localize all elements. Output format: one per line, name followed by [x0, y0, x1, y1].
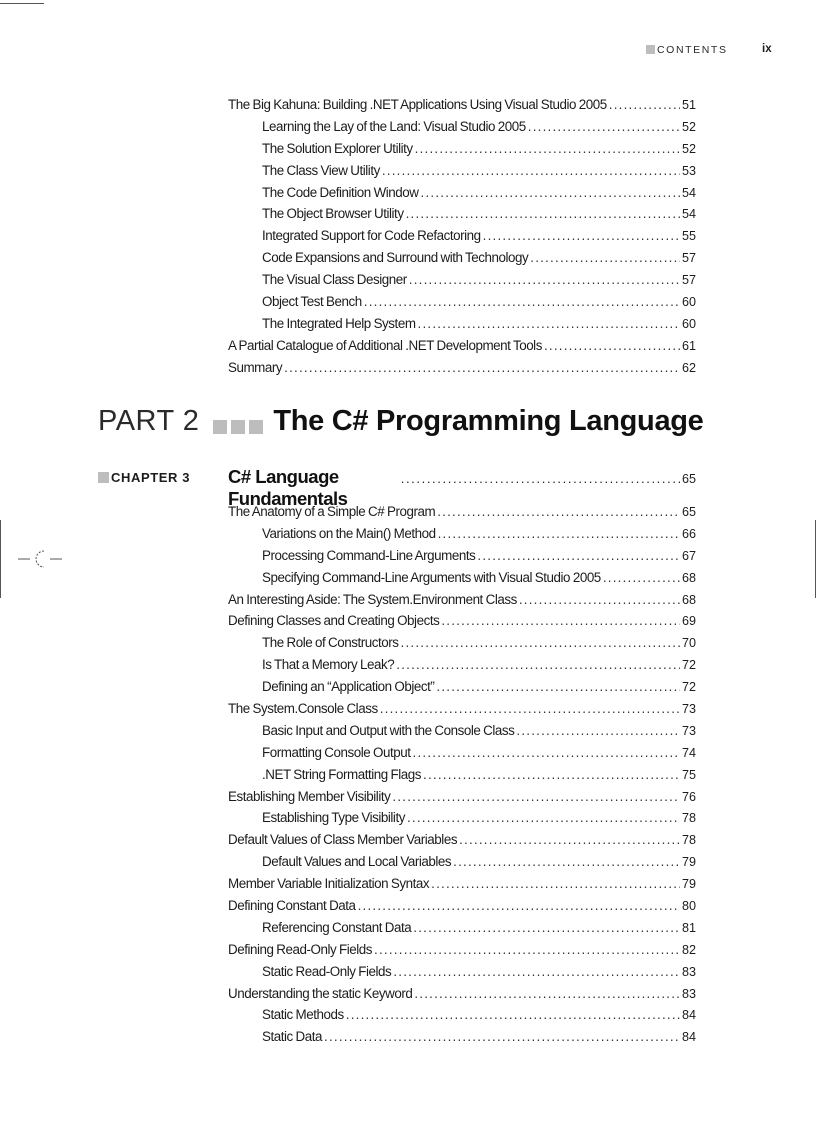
toc-entry-page: 78: [681, 811, 696, 826]
toc-entry-title: Member Variable Initialization Syntax: [228, 876, 430, 892]
toc-entry: [228, 570, 696, 592]
toc-entry: [228, 986, 696, 1008]
toc-entry-title: The Integrated Help System: [262, 315, 416, 331]
toc-entry-page: 54: [681, 207, 696, 222]
toc-entry-title: Defining Read-Only Fields: [228, 941, 373, 957]
toc-entry-title: Object Test Bench: [262, 294, 362, 310]
dot-leader: [407, 810, 680, 825]
dot-leader: [374, 942, 680, 957]
toc-entry-page: 73: [681, 702, 696, 717]
dot-leader: [459, 832, 680, 847]
toc-entry-title: An Interesting Aside: The System.Environment Class: [228, 591, 517, 607]
toc-entry-page: 78: [681, 833, 696, 848]
toc-entry: [228, 272, 696, 294]
toc-entry-page: 53: [681, 163, 696, 178]
dot-leader: [438, 526, 680, 541]
dot-leader: [413, 745, 680, 760]
toc-entry: [228, 228, 696, 250]
part-title: The C# Programming Language: [273, 405, 704, 437]
toc-entry: [228, 1029, 696, 1051]
chapter-title: C# Language Fundamentals: [228, 466, 348, 509]
toc-entry-page: 79: [681, 855, 696, 870]
toc-entry-title: Defining Classes and Creating Objects: [228, 613, 440, 629]
toc-entry-title: The Object Browser Utility: [262, 206, 404, 222]
toc-entry: [228, 832, 696, 854]
toc-entry-page: 76: [681, 789, 696, 804]
dot-leader: [609, 97, 680, 112]
toc-entry-page: 79: [681, 877, 696, 892]
chapter-label-text: CHAPTER 3: [111, 470, 191, 485]
toc-entry-page: 67: [681, 548, 696, 563]
part-label: PART 2: [98, 405, 200, 437]
dot-leader: [516, 723, 680, 738]
toc-entry-title: Is That a Memory Leak?: [262, 657, 395, 673]
toc-entry: [228, 206, 696, 228]
toc-section-top: [228, 97, 696, 382]
dot-leader: [544, 338, 680, 353]
toc-entry-title: The Visual Class Designer: [262, 272, 407, 288]
registration-mark-icon: [18, 548, 64, 570]
toc-entry-title: Defining Constant Data: [228, 898, 356, 914]
dot-leader: [418, 316, 680, 331]
dot-leader: [528, 119, 680, 134]
toc-entry-title: Specifying Command-Line Arguments with Visual Studio 2005: [262, 569, 601, 585]
toc-entry-page: 75: [681, 767, 696, 782]
toc-entry-page: 83: [681, 964, 696, 979]
dot-leader: [436, 679, 680, 694]
part-heading: [98, 405, 704, 449]
toc-entry-page: 57: [681, 273, 696, 288]
dot-leader: [401, 471, 680, 486]
dot-leader: [380, 701, 680, 716]
chapter-page-number: 65: [681, 472, 696, 486]
toc-entry-page: 82: [681, 942, 696, 957]
toc-entry-page: 69: [681, 614, 696, 629]
toc-entry-page: 84: [681, 1008, 696, 1023]
dot-leader: [392, 789, 680, 804]
part-squares-icon: [213, 420, 263, 434]
toc-entry-page: 52: [681, 141, 696, 156]
square-bullet-icon: [98, 472, 109, 483]
toc-entry: [228, 338, 696, 360]
toc-entry-title: Default Values of Class Member Variables: [228, 832, 458, 848]
toc-entry-title: The Role of Constructors: [262, 635, 399, 651]
toc-entry-title: The System.Console Class: [228, 701, 378, 717]
dot-leader: [401, 635, 680, 650]
toc-entry-page: 60: [681, 316, 696, 331]
toc-entry-title: Understanding the static Keyword: [228, 985, 413, 1001]
toc-entry-title: Formatting Console Output: [262, 744, 411, 760]
toc-entry-title: Summary: [228, 359, 283, 375]
dot-leader: [415, 141, 680, 156]
dot-leader: [324, 1029, 680, 1044]
toc-entry-title: Establishing Member Visibility: [228, 788, 391, 804]
toc-entry-page: 83: [681, 986, 696, 1001]
toc-entry-page: 68: [681, 592, 696, 607]
toc-entry-title: .NET String Formatting Flags: [262, 766, 422, 782]
toc-entry-title: Integrated Support for Code Refactoring: [262, 228, 481, 244]
dot-leader: [346, 1007, 680, 1022]
crop-mark-top: [0, 3, 44, 4]
toc-entry-title: Referencing Constant Data: [262, 919, 412, 935]
toc-entry: [228, 876, 696, 898]
toc-entry: [228, 360, 696, 382]
dot-leader: [441, 613, 680, 628]
dot-leader: [414, 986, 680, 1001]
toc-entry: [228, 592, 696, 614]
chapter-title-row: [228, 466, 696, 509]
dot-leader: [393, 964, 680, 979]
toc-entry: [228, 657, 696, 679]
toc-entry-page: 70: [681, 636, 696, 651]
dot-leader: [431, 876, 680, 891]
dot-leader: [284, 360, 680, 375]
toc-entry-title: Basic Input and Output with the Console Class: [262, 722, 515, 738]
dot-leader: [406, 206, 680, 221]
running-head: [646, 44, 728, 56]
toc-entry: [228, 964, 696, 986]
toc-entry-title: Defining an “Application Object”: [262, 679, 435, 695]
dot-leader: [358, 898, 680, 913]
toc-entry: [228, 745, 696, 767]
toc-entry: [228, 163, 696, 185]
dot-leader: [477, 548, 680, 563]
dot-leader: [423, 767, 680, 782]
toc-entry-title: Establishing Type Visibility: [262, 810, 405, 826]
toc-entry-page: 68: [681, 570, 696, 585]
toc-entry-title: The Big Kahuna: Building .NET Applications Using Visual Studio 2005: [228, 97, 607, 112]
toc-entry-page: 73: [681, 723, 696, 738]
toc-entry: [228, 526, 696, 548]
toc-entry: [228, 810, 696, 832]
toc-entry-page: 51: [681, 98, 696, 112]
toc-entry-page: 54: [681, 185, 696, 200]
toc-entry-title: Variations on the Main() Method: [262, 525, 436, 541]
toc-entry: [228, 1007, 696, 1029]
toc-entry: [228, 854, 696, 876]
toc-entry: [228, 723, 696, 745]
toc-entry-page: 80: [681, 899, 696, 914]
toc-entry: [228, 250, 696, 272]
chapter-label: [98, 470, 190, 485]
toc-entry: [228, 141, 696, 163]
toc-entry-title: Learning the Lay of the Land: Visual Studio 2005: [262, 118, 526, 134]
dot-leader: [396, 657, 680, 672]
dot-leader: [382, 163, 680, 178]
toc-entry-title: A Partial Catalogue of Additional .NET Development Tools: [228, 337, 542, 353]
dot-leader: [603, 570, 680, 585]
square-bullet-icon: [646, 45, 655, 54]
crop-mark-left: [0, 520, 1, 598]
toc-entry: [228, 898, 696, 920]
toc-entry-title: The Anatomy of a Simple C# Program: [228, 504, 436, 519]
dot-leader: [413, 920, 680, 935]
page-number: ix: [762, 43, 772, 55]
toc-entry: [228, 504, 696, 526]
toc-entry: [228, 613, 696, 635]
toc-entry-page: 74: [681, 745, 696, 760]
toc-entry-page: 57: [681, 251, 696, 266]
toc-section-chapter: [228, 504, 696, 1051]
toc-entry: [228, 316, 696, 338]
toc-entry: [228, 185, 696, 207]
toc-entry: [228, 679, 696, 701]
toc-entry: [228, 548, 696, 570]
toc-entry-page: 60: [681, 295, 696, 310]
toc-entry-page: 55: [681, 229, 696, 244]
toc-entry: [228, 97, 696, 119]
toc-entry-title: Code Expansions and Surround with Technology: [262, 250, 529, 266]
toc-entry-page: 72: [681, 680, 696, 695]
dot-leader: [421, 185, 680, 200]
running-head-label: CONTENTS: [657, 44, 728, 56]
dot-leader: [519, 592, 680, 607]
toc-entry-page: 62: [681, 360, 696, 375]
toc-entry-title: Processing Command-Line Arguments: [262, 547, 476, 563]
toc-entry: [228, 789, 696, 811]
toc-entry: [228, 942, 696, 964]
toc-entry: [228, 701, 696, 723]
toc-entry-page: 61: [681, 338, 696, 353]
toc-entry-title: The Solution Explorer Utility: [262, 140, 413, 156]
dot-leader: [453, 854, 680, 869]
toc-entry-page: 84: [681, 1030, 696, 1045]
toc-entry-title: The Code Definition Window: [262, 184, 419, 200]
dot-leader: [409, 272, 680, 287]
toc-entry: [228, 767, 696, 789]
dot-leader: [437, 504, 680, 519]
toc-entry-page: 72: [681, 658, 696, 673]
toc-entry-title: The Class View Utility: [262, 162, 380, 178]
dot-leader: [483, 228, 680, 243]
toc-entry-title: Static Data: [262, 1029, 323, 1045]
toc-entry-page: 81: [681, 920, 696, 935]
toc-entry-title: Default Values and Local Variables: [262, 854, 452, 870]
toc-entry: [228, 294, 696, 316]
toc-entry-page: 52: [681, 119, 696, 134]
toc-entry: [228, 635, 696, 657]
dot-leader: [530, 250, 680, 265]
toc-entry-page: 66: [681, 526, 696, 541]
toc-entry: [228, 920, 696, 942]
dot-leader: [364, 294, 680, 309]
toc-entry-page: 65: [681, 505, 696, 519]
toc-entry: [228, 119, 696, 141]
toc-entry-title: Static Read-Only Fields: [262, 963, 392, 979]
toc-entry-title: Static Methods: [262, 1007, 344, 1023]
